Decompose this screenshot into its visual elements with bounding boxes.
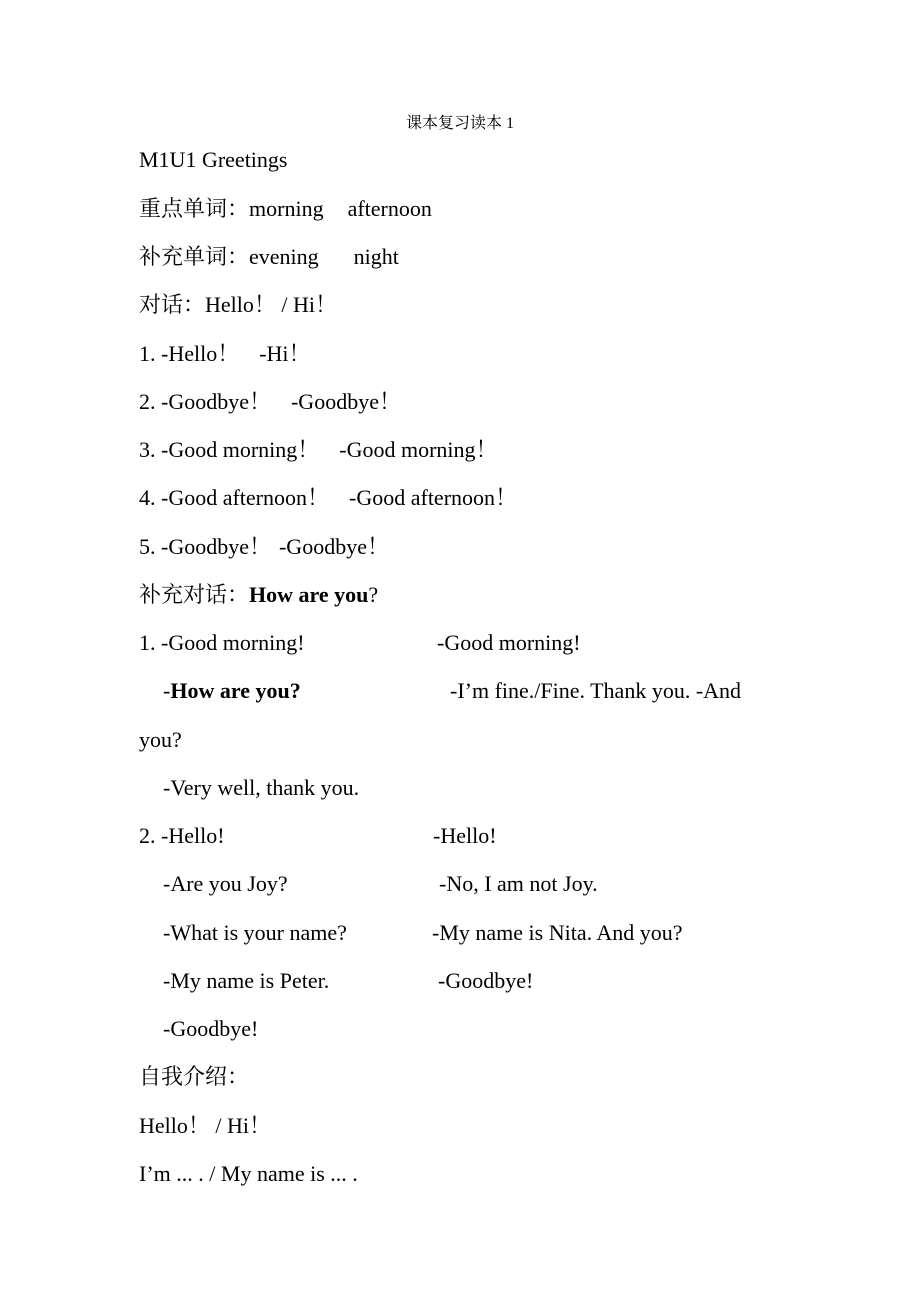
dialogue-text: Hello！ / Hi！ <box>205 292 338 317</box>
dialogue2-line <box>163 1013 258 1045</box>
speaker-a: -Good afternoon！ <box>161 485 330 510</box>
dialogue-line <box>139 289 337 321</box>
speaker-b: -Hi！ <box>259 341 311 366</box>
dialogue2-line <box>163 965 534 997</box>
extra-dialogue-line <box>139 579 378 611</box>
speaker-a: -Goodbye！ <box>161 389 271 414</box>
dash: - <box>163 678 171 703</box>
dialogue-item <box>139 386 401 418</box>
extra-word: evening <box>249 244 319 269</box>
speaker-a: -Are you Joy? <box>163 871 288 896</box>
dialogue-label: 对话： <box>139 292 206 317</box>
self-intro-line2: I’m ... . / My name is ... . <box>139 1161 358 1186</box>
item-number: 3. <box>139 437 161 462</box>
speaker-b: -Good morning! <box>437 630 581 655</box>
item-number: 2. <box>139 389 161 414</box>
speaker-b: -Goodbye! <box>438 968 534 993</box>
speaker-a: -Hello！ <box>161 341 240 366</box>
speaker-b: -I’m fine./Fine. Thank you. -And <box>450 678 742 703</box>
dialogue2-line <box>139 820 497 852</box>
dialogue-item <box>139 482 517 514</box>
speaker-a: -What is your name? <box>163 920 347 945</box>
speaker-b: -My name is Nita. And you? <box>432 920 683 945</box>
item-number: 1. <box>139 341 161 366</box>
speaker-b: -No, I am not Joy. <box>439 871 598 896</box>
key-word: afternoon <box>347 196 432 221</box>
item-number: 4. <box>139 485 161 510</box>
speaker-b: -Good morning！ <box>339 437 498 462</box>
dialogue1-line3: you? <box>139 727 182 752</box>
extra-word: night <box>353 244 399 269</box>
dialogue2-line <box>163 868 598 900</box>
speaker-a: -My name is Peter. <box>163 968 330 993</box>
key-word: morning <box>249 196 324 221</box>
extra-words-line <box>139 241 399 273</box>
dialogue-item <box>139 531 389 563</box>
key-words-line <box>139 193 432 225</box>
self-intro-label: 自我介绍： <box>139 1064 250 1089</box>
speaker-a: 1. -Good morning! <box>139 630 305 655</box>
unit-title: M1U1 Greetings <box>139 147 288 172</box>
dialogue1-line4: -Very well, thank you. <box>163 775 360 800</box>
speaker-b: -Good afternoon！ <box>349 485 518 510</box>
dialogue1-line2 <box>163 675 742 707</box>
page-header: 课本复习读本 1 <box>405 115 514 132</box>
speaker-a-bold: How are you? <box>170 678 301 703</box>
extra-words-label: 补充单词： <box>139 244 250 269</box>
speaker-b: -Goodbye！ <box>290 389 401 414</box>
item-number: 5. <box>139 534 161 559</box>
speaker-a: 2. -Hello! <box>139 823 225 848</box>
speaker-a: -Goodbye! <box>163 1016 259 1041</box>
extra-dialogue-tail: ? <box>368 582 379 607</box>
speaker-a: -Goodbye！ <box>161 534 271 559</box>
dialogue2-line <box>163 917 683 949</box>
dialogue-item <box>139 434 498 466</box>
speaker-b: -Goodbye！ <box>278 534 389 559</box>
extra-dialogue-label: 补充对话： <box>139 582 250 607</box>
speaker-a: -Good morning！ <box>161 437 320 462</box>
speaker-b: -Hello! <box>433 823 497 848</box>
self-intro-line1: Hello！ / Hi！ <box>139 1113 271 1138</box>
dialogue-item <box>139 338 311 370</box>
key-words-label: 重点单词： <box>139 196 250 221</box>
dialogue1-line1 <box>139 627 581 659</box>
extra-dialogue-bold: How are you <box>249 582 369 607</box>
